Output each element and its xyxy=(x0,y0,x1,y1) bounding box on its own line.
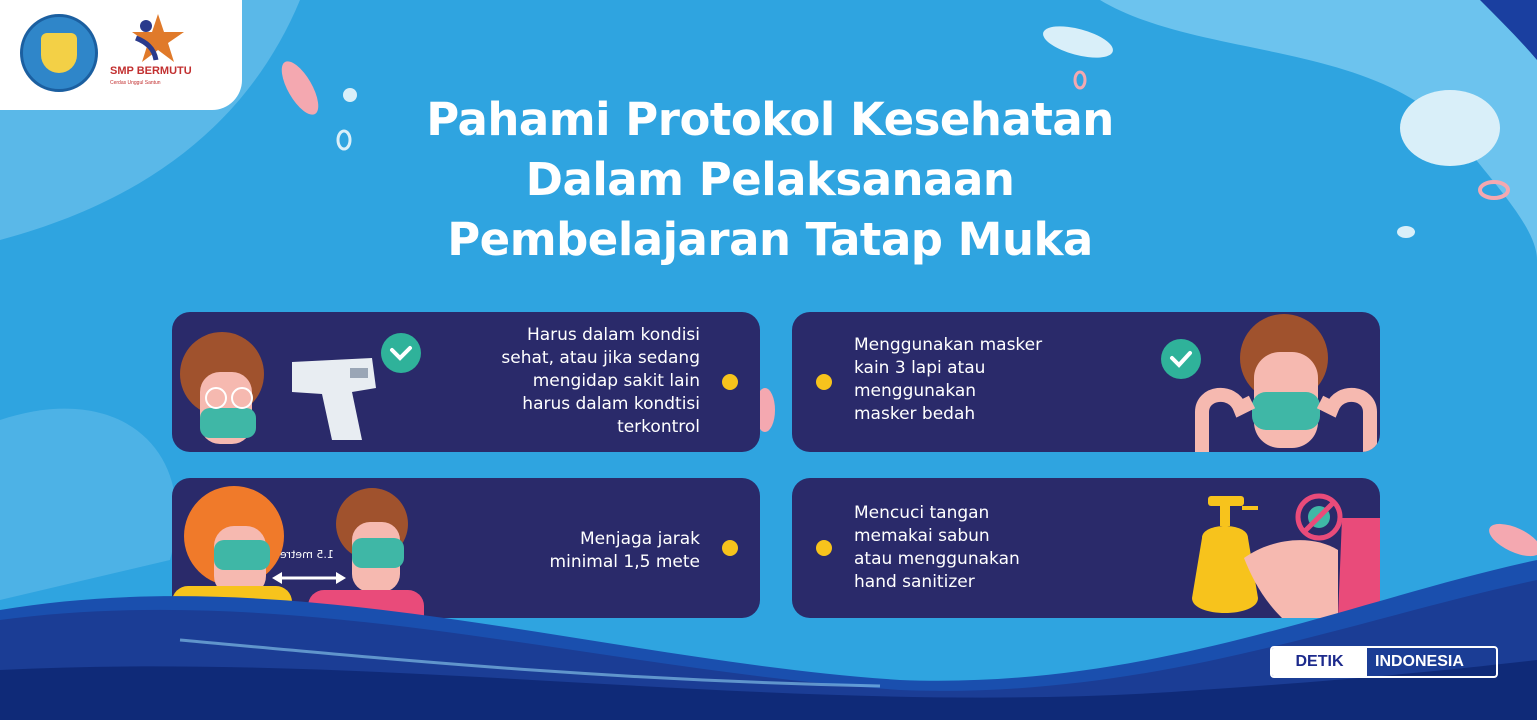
distance-label: 1.5 metre xyxy=(280,548,334,561)
kemdikbud-emblem-icon xyxy=(20,14,98,92)
card-1-text: Harus dalam kondisi sehat, atau jika sedang mengidap sakit lain harus dalam kondtisi terkontrol xyxy=(501,325,700,437)
mask-wearing-illustration xyxy=(1192,312,1380,452)
card-2-text: Menggunakan masker kain 3 lapi atau menggunakan masker bedah xyxy=(854,335,1043,424)
title-line-1: Pahami Protokol Kesehatan xyxy=(426,93,1114,146)
smp-bermutu-label: SMP BERMUTU xyxy=(110,65,192,77)
protocol-card-health xyxy=(172,312,760,452)
bottom-wave-decoration xyxy=(0,540,1537,720)
card-1-bullet xyxy=(722,374,738,390)
smp-bermutu-tagline: Cerdas Unggul Santun xyxy=(110,80,161,86)
page-title xyxy=(340,90,1200,270)
title-line-3: Pembelajaran Tatap Muka xyxy=(447,213,1093,266)
check-bubble-icon xyxy=(378,330,424,376)
logo-panel xyxy=(0,0,242,110)
card-2-bullet xyxy=(816,374,832,390)
detik-indonesia-logo xyxy=(1270,646,1498,678)
brand-indonesia: INDONESIA xyxy=(1375,653,1464,670)
smp-bermutu-logo-icon xyxy=(128,12,188,64)
protocol-card-mask xyxy=(792,312,1380,452)
card-4-text: Mencuci tangan memakai sabun atau menggunakan hand sanitizer xyxy=(854,503,1020,592)
no-virus-icon xyxy=(1294,492,1344,542)
title-line-2: Dalam Pelaksanaan xyxy=(525,153,1015,206)
brand-detik: DETIK xyxy=(1272,648,1367,676)
card-3-text: Menjaga jarak minimal 1,5 mete xyxy=(549,529,700,572)
